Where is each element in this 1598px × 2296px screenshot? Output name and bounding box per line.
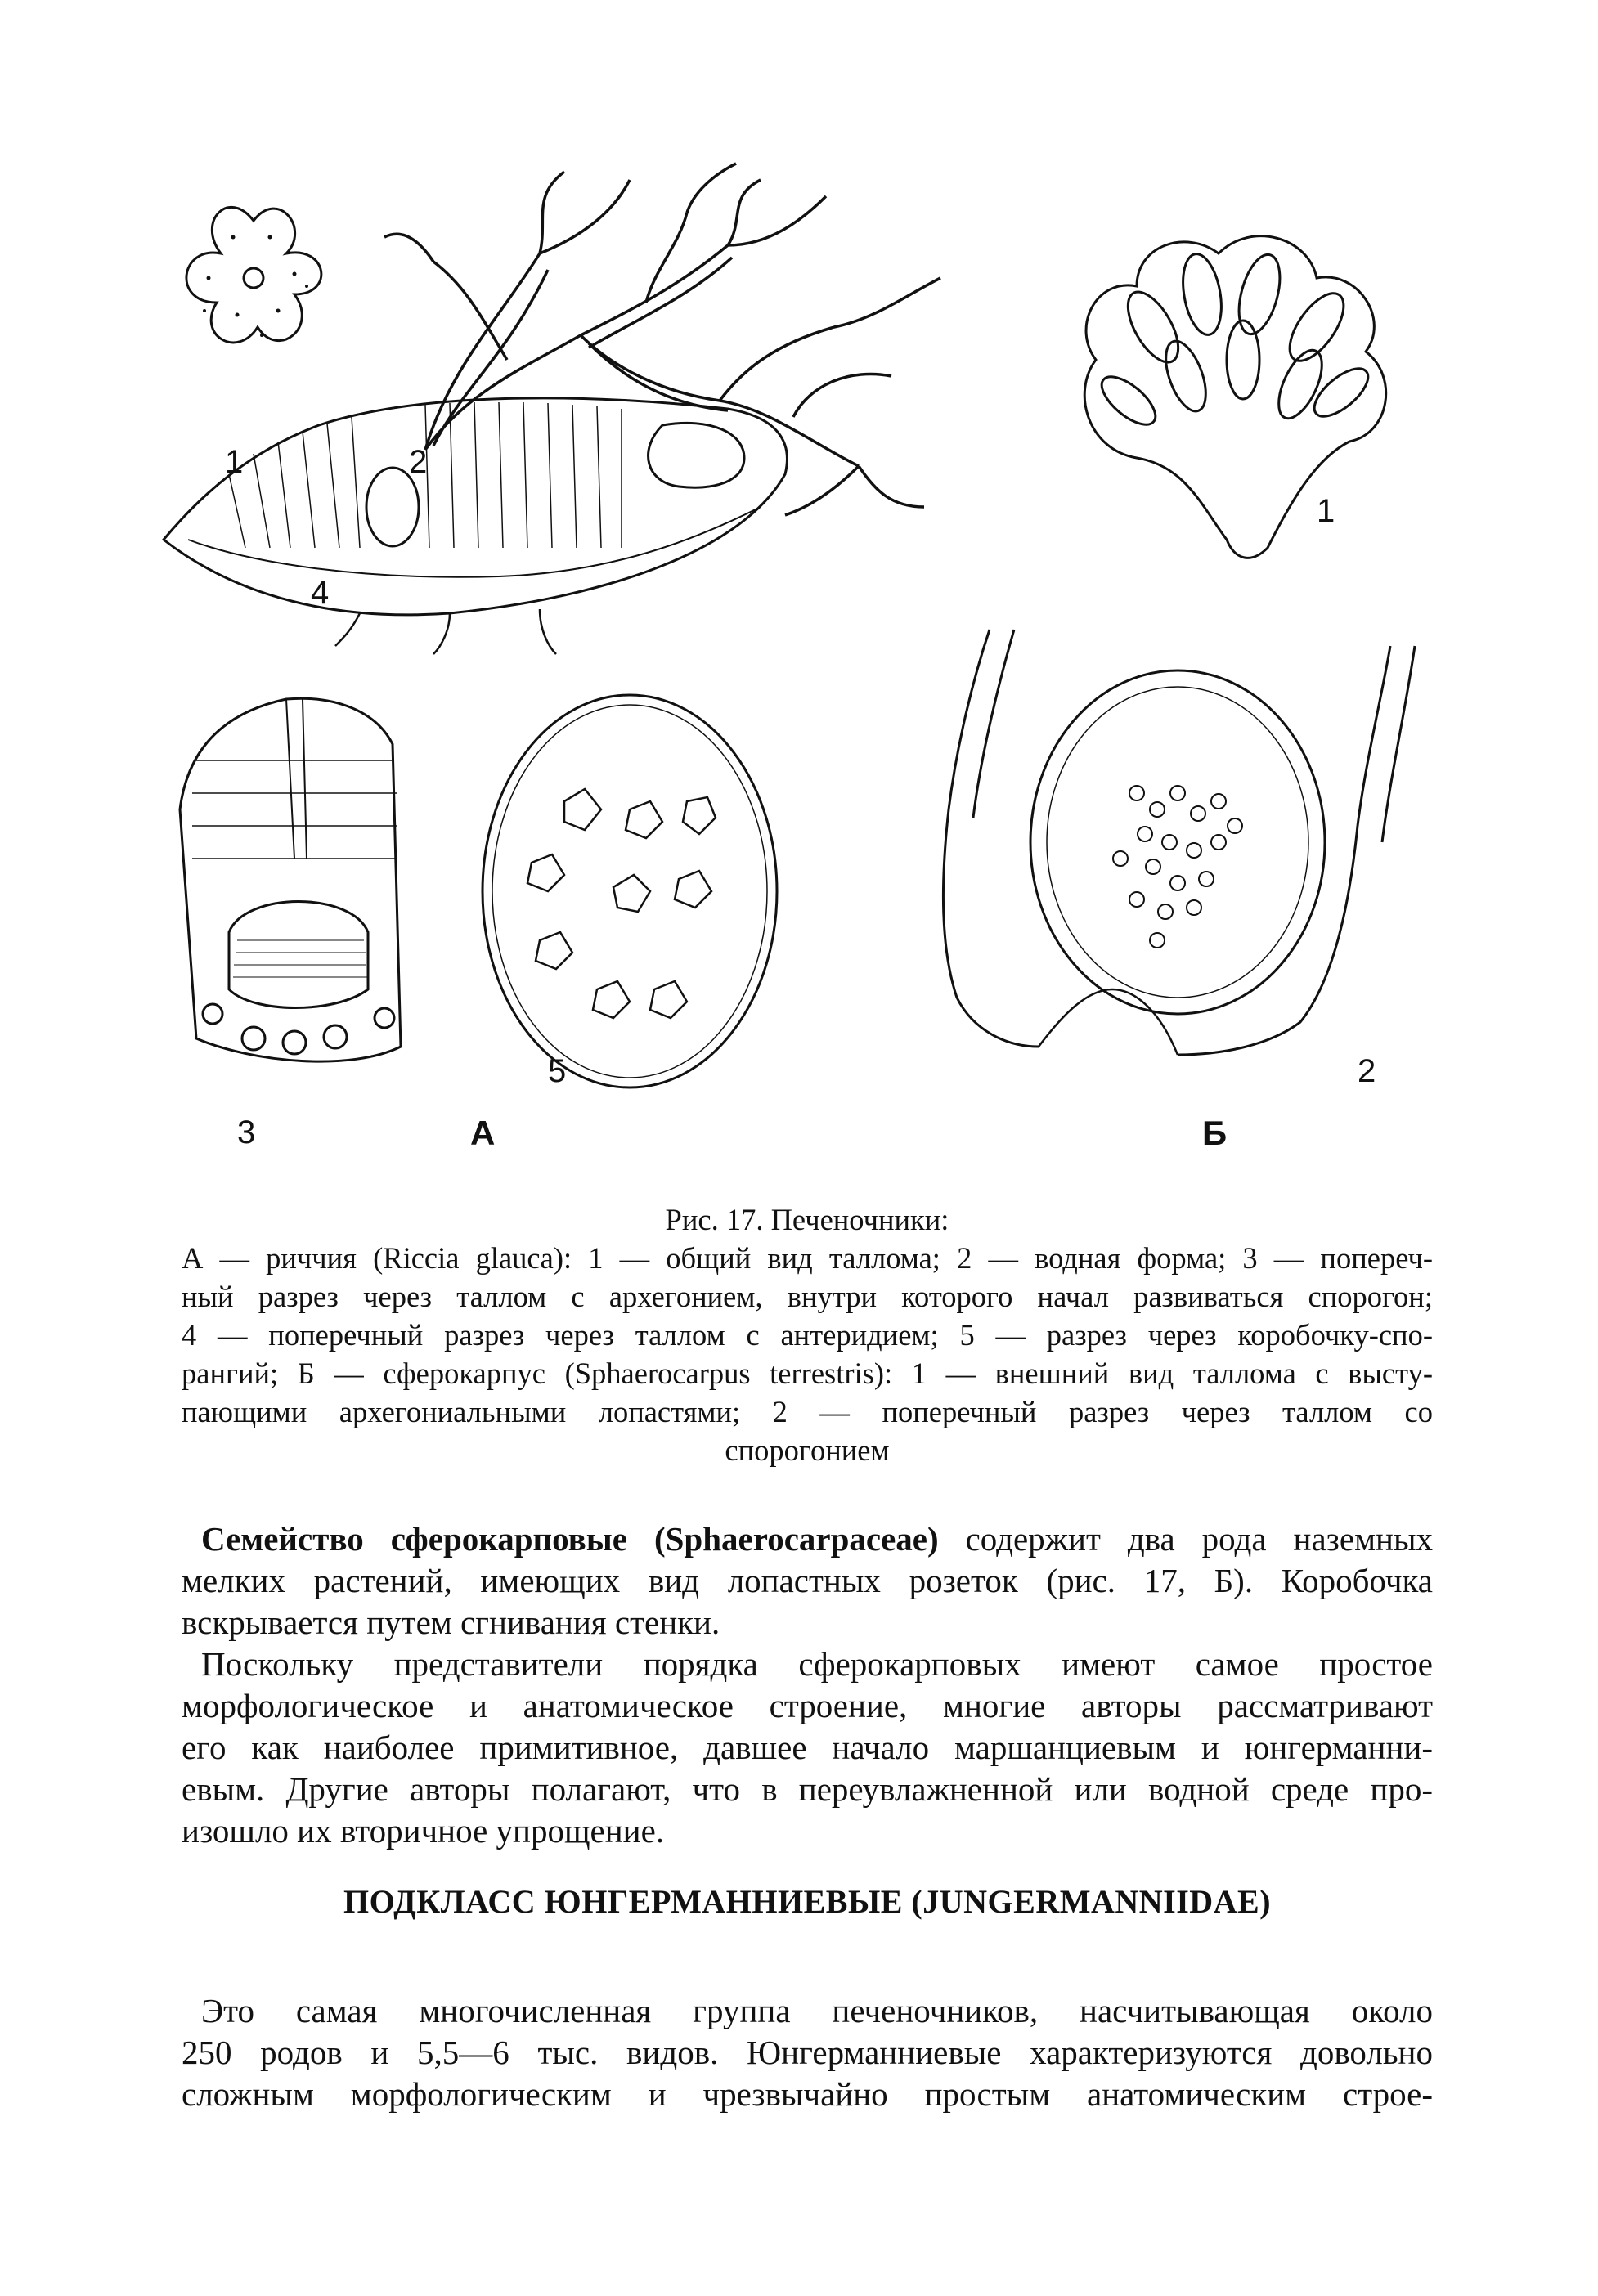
family-name: Семейство сферокарповые (Sphaerocarpaceae) bbox=[201, 1520, 939, 1558]
caption-line: пающими архегониальными лопастями; 2 — поперечный разрез через таллом со bbox=[182, 1395, 1433, 1428]
caption-line: ный разрез через таллом с архегонием, внутри которого начал развиваться спорогон; bbox=[182, 1280, 1433, 1313]
figure-17 bbox=[155, 123, 1464, 1177]
paragraph-line: его как наиболее примитивное, давшее начало маршанциевым и юнгерманни- bbox=[182, 1729, 1433, 1766]
paragraph-line: вскрывается путем сгнивания стенки. bbox=[182, 1603, 720, 1641]
label-b2: 2 bbox=[1358, 1053, 1376, 1089]
paragraph-sphaerocarpaceae bbox=[182, 1518, 1433, 1852]
sphaerocarpus-sporogon-section-drawing bbox=[943, 630, 1415, 1055]
riccia-archegonium-section-drawing bbox=[180, 698, 401, 1061]
label-group-a: А bbox=[470, 1114, 496, 1152]
figure-drawing bbox=[155, 123, 1464, 1177]
paragraph-line: евым. Другие авторы полагают, что в переувлажненной или водной среде про- bbox=[182, 1770, 1433, 1808]
sphaerocarpus-thallus-drawing bbox=[1084, 236, 1385, 558]
section-heading: ПОДКЛАСС ЮНГЕРМАННИЕВЫЕ (JUNGERMANNIIDAE) bbox=[343, 1883, 1272, 1920]
paragraph-line: Это самая многочисленная группа печеночников, насчитывающая около bbox=[201, 1992, 1433, 2029]
paragraph-line: мелких растений, имеющих вид лопастных розеток (рис. 17, Б). Коробочка bbox=[182, 1562, 1433, 1599]
label-a4: 4 bbox=[311, 575, 330, 611]
label-group-b: Б bbox=[1202, 1114, 1228, 1152]
caption-line: А — риччия (Riccia glauca): 1 — общий вид таллома; 2 — водная форма; 3 — попереч- bbox=[182, 1241, 1433, 1275]
caption-title: Рис. 17. Печеночники: bbox=[665, 1203, 949, 1236]
paragraph-line: 250 родов и 5,5—6 тыс. видов. Юнгерманниевые характеризуются довольно bbox=[182, 2034, 1433, 2071]
riccia-antheridium-section-drawing bbox=[164, 398, 787, 654]
paragraph-line: Семейство сферокарповые (Sphaerocarpaceae) содержит два рода наземных bbox=[201, 1520, 1433, 1558]
label-a2: 2 bbox=[409, 444, 428, 480]
paragraph-line: сложным морфологическим и чрезвычайно простым анатомическим строе- bbox=[182, 2075, 1433, 2113]
paragraph-line: Поскольку представители порядка сферокарповых имеют самое простое bbox=[201, 1645, 1433, 1683]
figure-caption bbox=[182, 1200, 1433, 1469]
label-a3: 3 bbox=[237, 1114, 256, 1150]
caption-line: спорогонием bbox=[725, 1433, 890, 1467]
caption-line: рангий; Б — сферокарпус (Sphaerocarpus terrestris): 1 — внешний вид таллома с высту- bbox=[182, 1357, 1433, 1390]
paragraph-line: морфологическое и анатомическое строение, многие авторы рассматривают bbox=[182, 1687, 1433, 1724]
riccia-sporangium-section-drawing bbox=[483, 695, 777, 1087]
label-a1: 1 bbox=[225, 444, 244, 480]
paragraph-jungermanniidae bbox=[182, 1990, 1433, 2115]
caption-line: 4 — поперечный разрез через таллом с антеридием; 5 — разрез через коробочку-спо- bbox=[182, 1318, 1433, 1352]
label-a5: 5 bbox=[548, 1053, 567, 1089]
riccia-rosette-drawing bbox=[186, 207, 321, 342]
riccia-aquatic-form-drawing bbox=[384, 164, 940, 515]
paragraph-line: изошло их вторичное упрощение. bbox=[182, 1812, 665, 1850]
label-b1: 1 bbox=[1317, 493, 1335, 529]
